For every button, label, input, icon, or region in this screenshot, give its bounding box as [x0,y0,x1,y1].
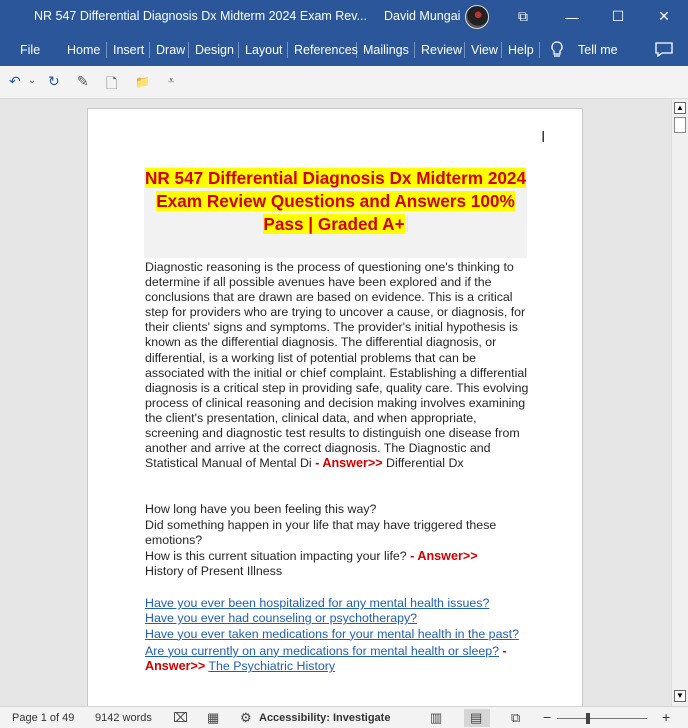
tab-separator [149,42,150,58]
close-button[interactable]: ✕ [658,8,670,24]
question-line [145,644,529,659]
tab-draw[interactable]: Draw [156,43,186,57]
proofing-icon[interactable]: ⌧ [173,710,188,725]
answer-marker: - Answer>> [315,456,383,471]
tab-insert[interactable]: Insert [113,43,145,57]
minimize-button[interactable]: — [565,8,579,25]
page-count[interactable]: Page 1 of 49 [12,712,75,724]
zoom-in-button[interactable]: + [662,709,671,725]
question-text: How is this current situation impacting your life? [145,548,407,563]
open-folder-icon[interactable]: 📁 [135,75,150,89]
zoom-out-button[interactable]: − [543,709,552,725]
tab-separator [414,42,415,58]
user-avatar[interactable] [465,5,489,29]
question-link[interactable]: Have you ever taken medications for your mental health in the past? [145,626,519,641]
vertical-scrollbar[interactable] [671,99,688,706]
tab-design[interactable]: Design [195,43,234,57]
answer-marker: Answer>> [145,659,206,674]
zoom-slider-knob[interactable] [586,713,590,724]
tell-me-search[interactable]: Tell me [578,43,618,57]
text-caret [407,215,408,232]
tab-file[interactable]: File [20,43,41,57]
paragraph-psychiatric-history[interactable] [145,596,529,674]
tab-review[interactable]: Review [421,43,462,57]
macro-recording-icon[interactable]: ▦ [207,710,220,725]
accessibility-status[interactable]: Accessibility: Investigate [259,712,391,724]
heading-block [144,167,527,258]
paragraph-hpi[interactable] [145,502,529,580]
tab-references[interactable]: References [294,43,358,57]
maximize-button[interactable]: ☐ [611,8,625,24]
question-line: Did something happen in your life that may have triggered these emotions? [145,517,497,547]
document-title: NR 547 Differential Diagnosis Dx Midterm 2024 Exam Rev... [34,9,368,23]
status-bar [0,706,688,728]
tab-mailings[interactable]: Mailings [363,43,409,57]
scrollbar-thumb[interactable] [674,117,686,133]
scroll-up-icon[interactable]: ▲ [674,102,686,114]
redo-icon[interactable]: ↻ [48,73,60,89]
zoom-slider[interactable] [557,718,647,719]
tab-separator [501,42,502,58]
title-bar [0,0,688,33]
comment-icon[interactable] [655,42,673,57]
new-document-icon[interactable]: 🗋 [106,75,118,91]
accessibility-icon[interactable]: ⚙ [240,710,252,725]
tab-separator [188,42,189,58]
answer-line [145,659,529,674]
tab-separator [464,42,465,58]
edit-icon[interactable]: ✎ [77,73,89,89]
tab-separator [238,42,239,58]
user-name[interactable]: David Mungai [384,9,461,23]
answer-marker: - [502,643,507,658]
question-link[interactable]: Are you currently on any medications for mental health or sleep? [145,643,500,658]
read-mode-icon[interactable]: ▥ [430,710,443,725]
tab-separator [539,42,540,58]
answer-link[interactable]: The Psychiatric History [208,659,336,674]
undo-dropdown-icon[interactable]: ⌄ [28,75,37,86]
tab-home[interactable]: Home [67,43,101,57]
question-line [145,549,529,565]
tab-separator [287,42,288,58]
quick-access-toolbar [0,66,688,99]
print-layout-icon[interactable]: ▤ [470,710,483,725]
i-beam-cursor-icon: I [541,129,546,146]
scroll-down-icon[interactable]: ▼ [674,690,686,702]
question-link[interactable]: Have you ever had counseling or psychotherapy? [145,611,418,626]
word-count[interactable]: 9142 words [95,712,152,724]
document-heading[interactable]: NR 547 Differential Diagnosis Dx Midterm 2024 Exam Review Questions and Answers 100% Pass | Graded A+ [144,168,527,234]
undo-icon[interactable]: ↶ [9,73,21,89]
question-link[interactable]: Have you ever been hospitalized for any mental health issues? [145,596,490,610]
ribbon-display-options-icon[interactable]: ⧉ [518,8,528,24]
document-page[interactable] [87,108,583,708]
answer-marker: - Answer>> [410,548,478,563]
question-line: How long have you been feeling this way? [145,502,377,516]
answer-text: Differential Dx [386,456,464,471]
tab-separator [356,42,357,58]
ribbon-tabs [0,33,688,66]
lightbulb-icon[interactable] [550,41,564,58]
paragraph-differential[interactable] [145,260,529,471]
tab-help[interactable]: Help [508,43,534,57]
tab-layout[interactable]: Layout [245,43,283,57]
web-layout-icon[interactable]: ⧉ [511,710,521,725]
paragraph-text: Diagnostic reasoning is the process of questioning one's thinking to determine if all possible avenues have been explored and if the conclusions that are drawn are based on evidence. This is a critical step for providers who are trying to uncover a cause, or diagnosis, for their clients' signs and symptoms. The provider's initial hypothesis is known as the differential diagnosis. The differential diagnosis, or differential, is a working list of potential problems that can be associated with the initial or chief complaint. Establishing a differential diagnosis is a critical step in providing safe, quality care. This evolving process of clinical reasoning and decision making involves examining the client's presentation, clinical data, and when appropriate, screening and diagnostic test results to distinguish one disease from another and arrive at the correct diagnosis. The Diagnostic and Statistical Manual of Mental Di [145,260,529,471]
tab-view[interactable]: View [471,43,498,57]
answer-text: History of Present Illness [145,564,283,578]
tab-separator [106,42,107,58]
customize-toolbar-icon[interactable]: ⩡ [168,75,175,87]
